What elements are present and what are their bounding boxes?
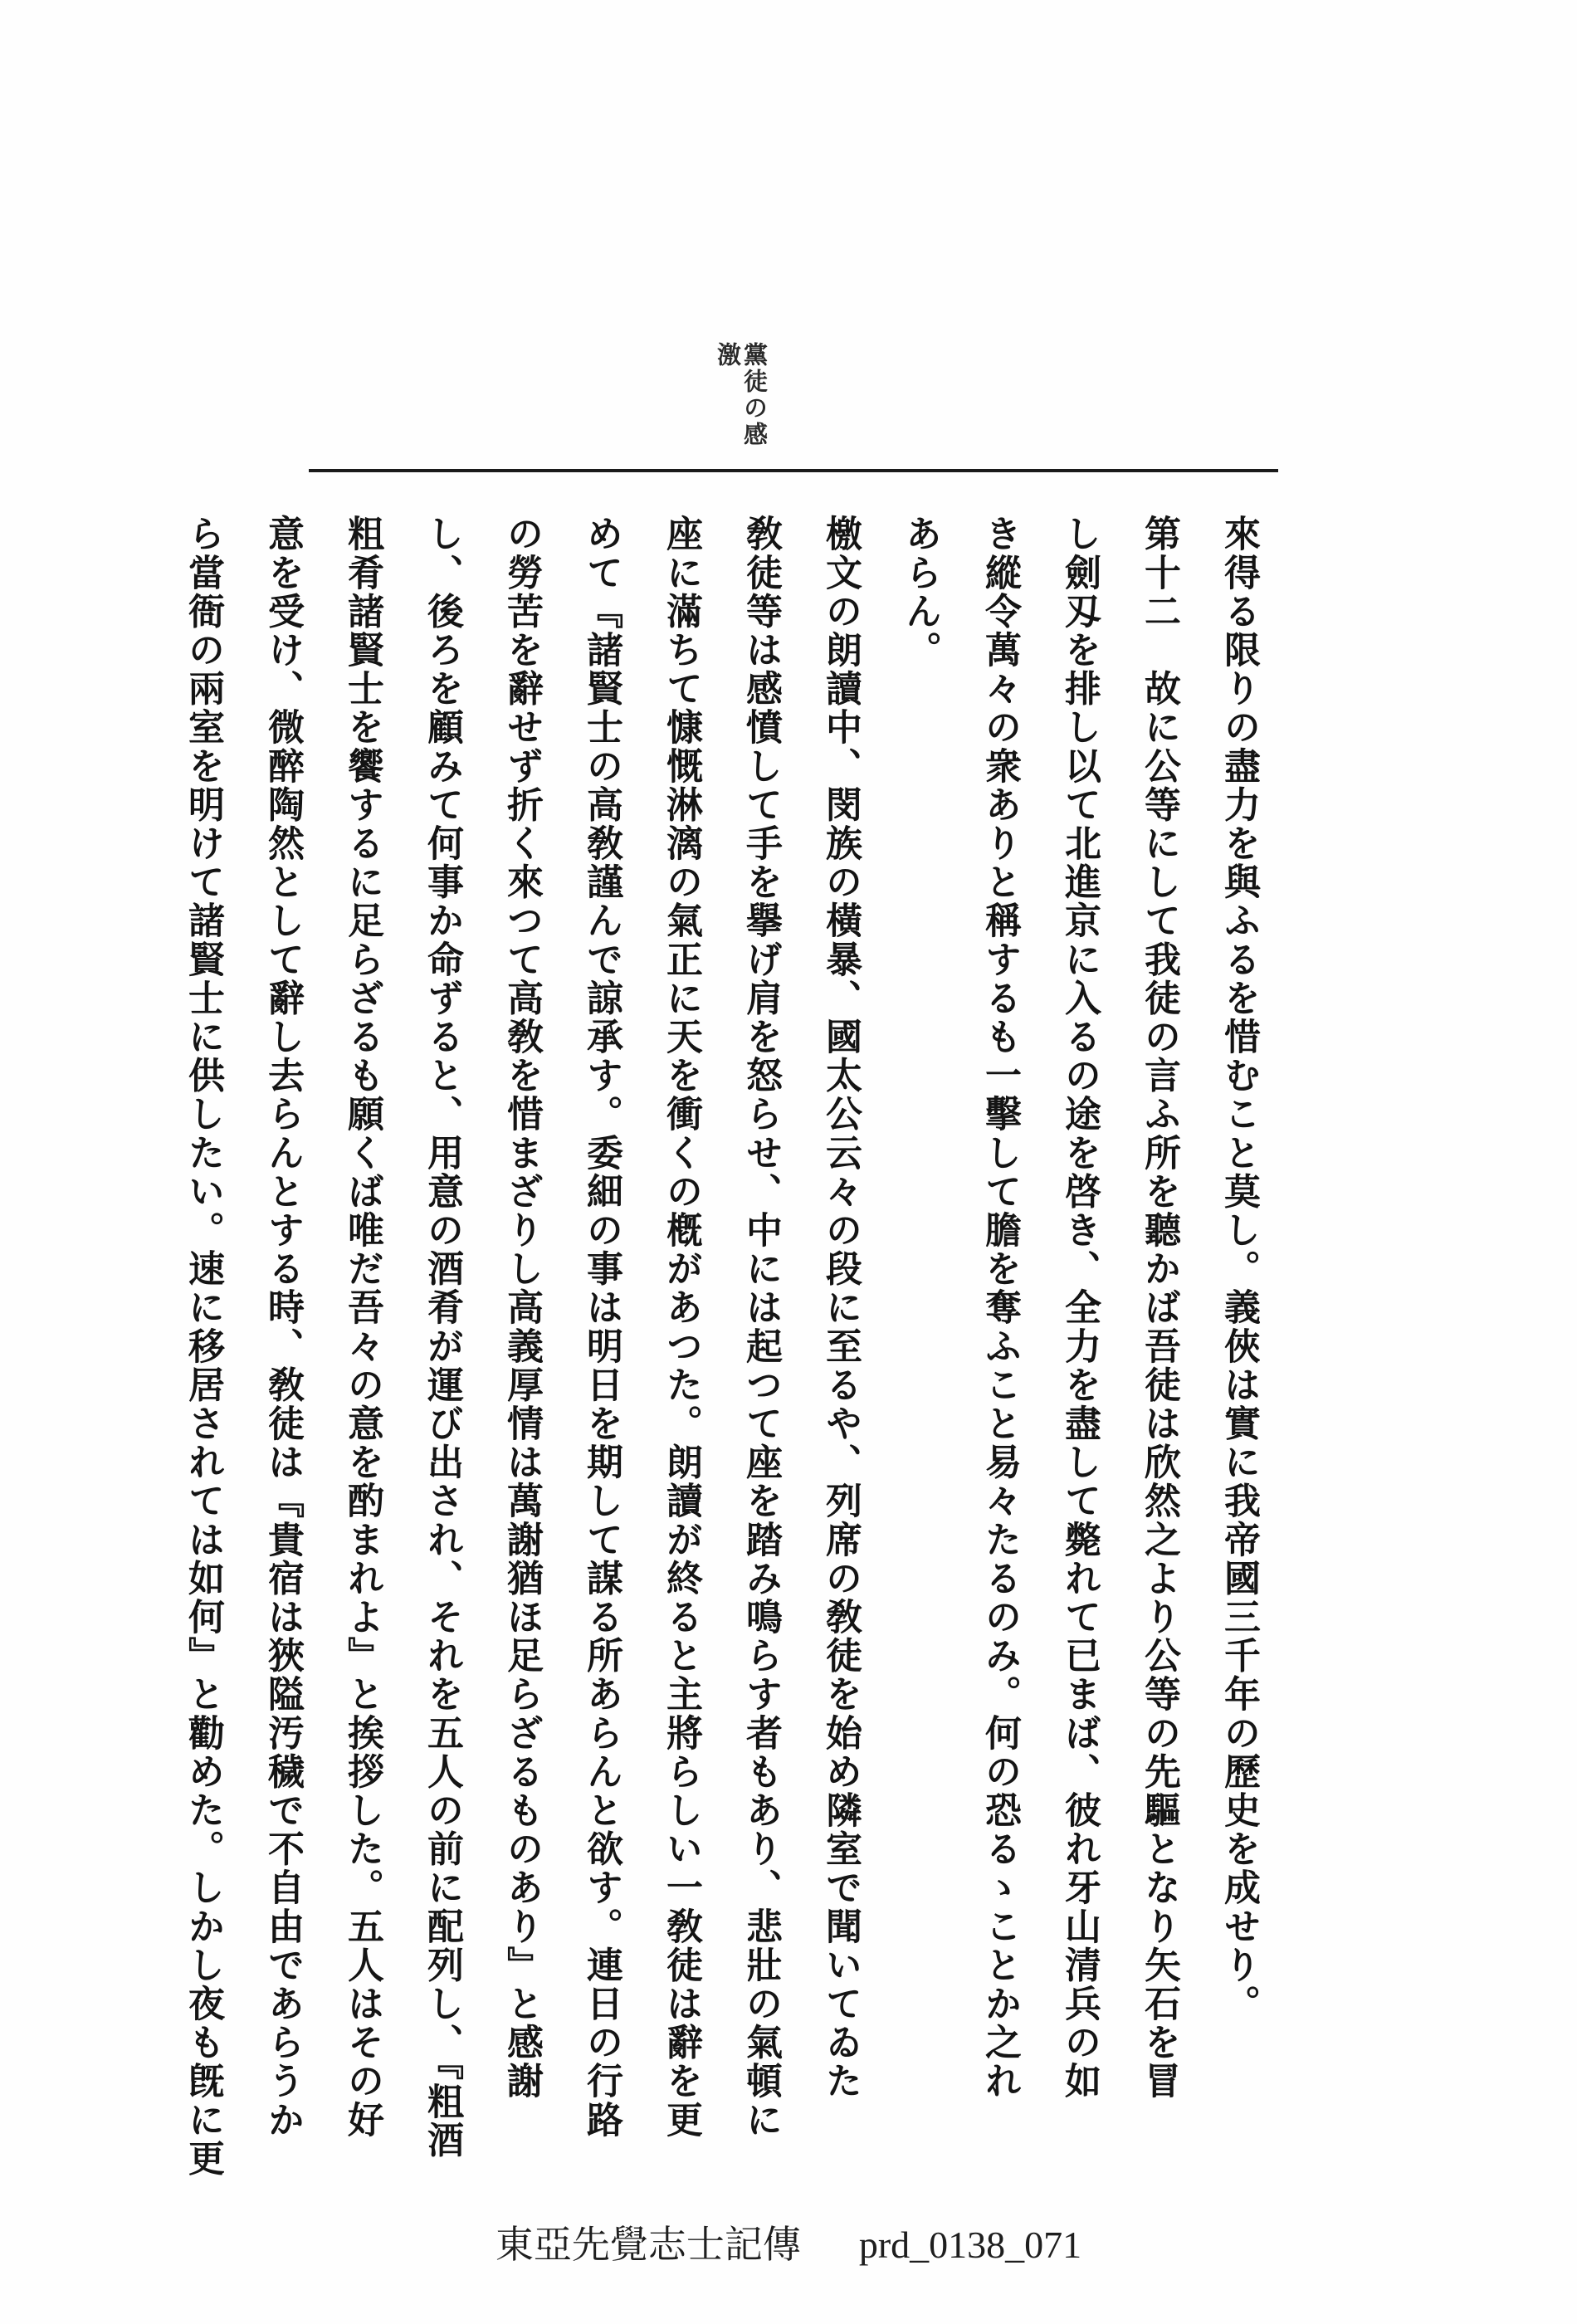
running-head-line-1: 黨徒の感 xyxy=(740,342,769,448)
page-footer xyxy=(0,2214,1577,2269)
text-column: 敎徒等は感憤して手を擧げ肩を怒らせ、中には起つて座を踏み鳴らす者もあり、悲壯の氣頓に xyxy=(740,515,782,2140)
text-column: し、後ろを顧みて何事か命ずると、用意の酒肴が運び出され、それを五人の前に配列し、『粗酒 xyxy=(421,515,463,2160)
vertical-text-block xyxy=(182,515,1278,2178)
text-column: 粗肴諸賢士を饗するに足らざるも願くば唯だ吾々の意を酌まれよ』と挨拶した。五人はその好 xyxy=(341,515,383,2140)
text-column: き縱令萬々の衆ありと稱するも一擊して膽を奪ふこと易々たるのみ。何の恐るゝことか之れ xyxy=(979,515,1021,2101)
text-column: めて『諸賢士の高敎謹んで諒承す。委細の事は明日を期して謀る所あらんと欲す。連日の行路 xyxy=(580,515,622,2140)
running-head-line-2: 激 xyxy=(714,342,742,369)
book-title: 東亞先覺志士記傳 xyxy=(495,2224,801,2266)
text-column: 意を受け、微醉陶然として辭し去らんとする時、敎徒は『貴宿は狹隘汚穢で不自由であらうか xyxy=(261,515,304,2140)
text-column: あらん。 xyxy=(899,515,941,670)
text-column: し劍刄を排し以て北進京に入るの途を啓き、全力を盡して斃れて已まば、彼れ牙山清兵の如 xyxy=(1058,515,1101,2101)
header-rule xyxy=(309,469,1278,472)
running-head xyxy=(715,342,767,466)
text-column: 來得る限りの盡力を與ふるを惜むこと莫し。義俠は實に我帝國三千年の歷史を成せり。 xyxy=(1218,515,1260,2024)
text-column: ら當衙の兩室を明けて諸賢士に供したい。速に移居されては如何』と勸めた。しかし夜も旣に更 xyxy=(182,515,224,2178)
text-column: 座に滿ちて慷慨淋漓の氣正に天を衝くの槪があつた。朗讀が終ると主將らしい一敎徒は辭を更 xyxy=(660,515,702,2140)
page-identifier: prd_0138_071 xyxy=(858,2224,1082,2266)
text-column: 檄文の朗讀中、閔族の橫暴、國太公云々の段に至るや、列席の敎徒を始め隣室で聞いてゐた xyxy=(819,515,862,2101)
text-column: 第十二 故に公等にして我徒の言ふ所を聽かば吾徒は欣然之より公等の先驅となり矢石を冒 xyxy=(1138,515,1180,2101)
text-column: の勞苦を辭せず折く來つて高敎を惜まざりし高義厚情は萬謝猶ほ足らざるものあり』と感謝 xyxy=(500,515,543,2101)
